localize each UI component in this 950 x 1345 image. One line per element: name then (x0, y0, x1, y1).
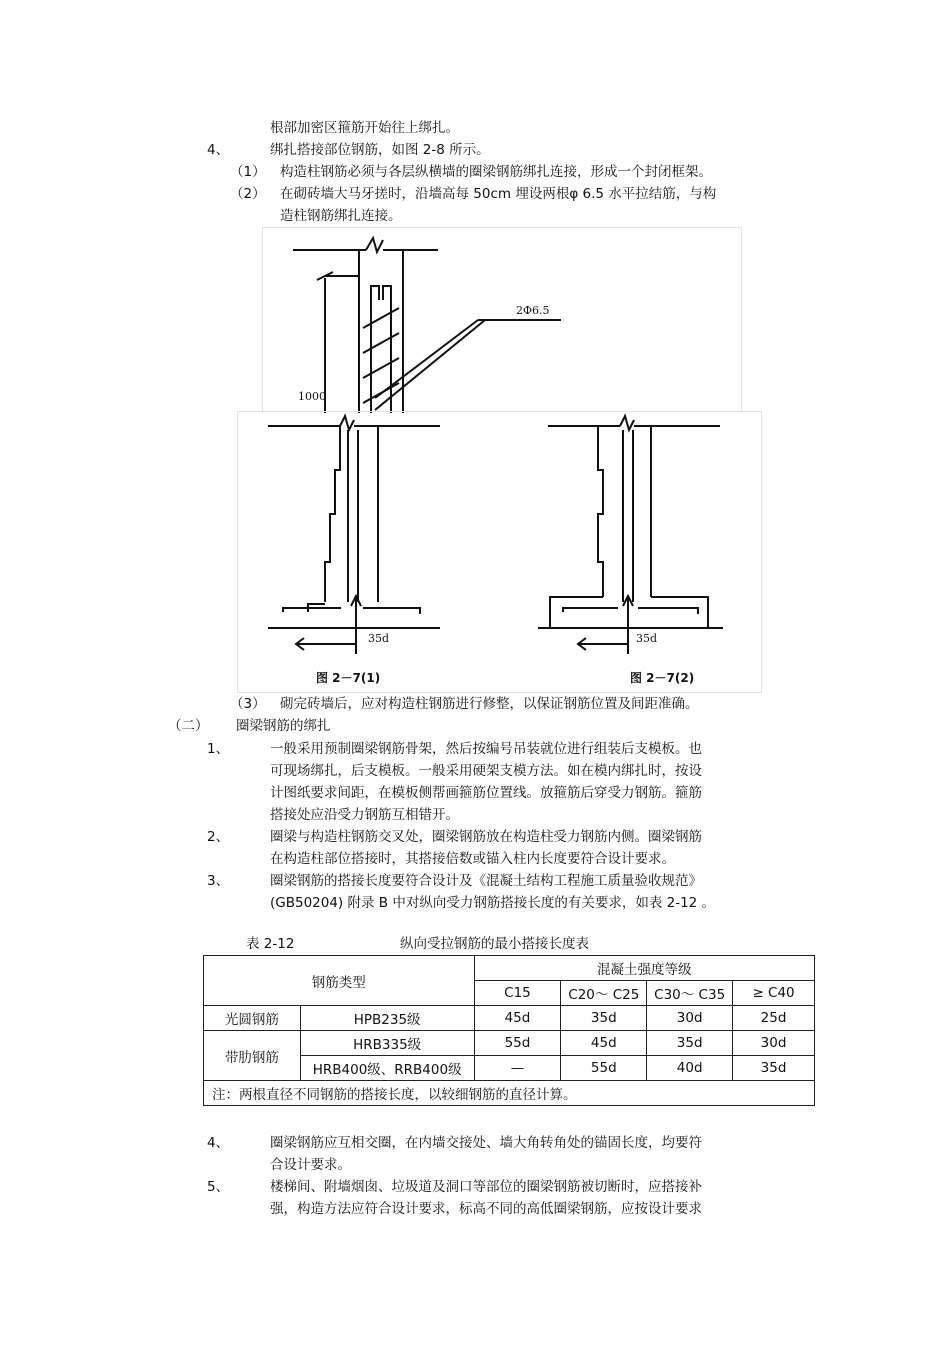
height-label: 1000 (298, 390, 326, 403)
value-cell: 35d (733, 1056, 815, 1081)
rebar-label: 2Φ6.5 (516, 304, 550, 317)
header-concrete-grade: 混凝土强度等级 (474, 956, 814, 981)
text-line: 一般采用预制圈梁钢筋骨架，然后按编号吊装就位进行组装后支模板。也 (270, 741, 702, 757)
text-line: 楼梯间、附墙烟囱、垃圾道及洞口等部位的圈梁钢筋被切断时，应搭接补 (270, 1179, 702, 1195)
text-line: 合设计要求。 (270, 1157, 351, 1173)
text-line: 绑扎搭接部位钢筋，如图 2-8 所示。 (270, 142, 490, 158)
value-cell: 35d (647, 1031, 733, 1056)
grade-cell: ≥ C40 (733, 981, 815, 1006)
text-line: 圈梁与构造柱钢筋交叉处，圈梁钢筋放在构造柱受力钢筋内侧。圈梁钢筋 (270, 829, 702, 845)
text-line: 计图纸要求间距，在模板侧帮画箍筋位置线。放箍筋后穿受力钢筋。箍筋 (270, 785, 702, 801)
dimension-label: 35d (636, 632, 658, 645)
text-line: 构造柱钢筋必须与各层纵横墙的圈梁钢筋绑扎连接，形成一个封闭框架。 (280, 164, 712, 180)
value-cell: 25d (733, 1006, 815, 1031)
text-line: 强，构造方法应符合设计要求，标高不同的高低圈梁钢筋，应按设计要求 (270, 1201, 702, 1217)
text-line: 圈梁钢筋应互相交圈，在内墙交接处、墙大角转角处的锚固长度，均要符 (270, 1135, 702, 1151)
category-cell: 带肋钢筋 (204, 1031, 301, 1081)
section-number: （二） (168, 718, 209, 734)
value-cell: 35d (561, 1006, 647, 1031)
figure-upper (262, 227, 742, 413)
header-rebar-type: 钢筋类型 (204, 956, 475, 1006)
figure-caption: 图 2－7(1) (316, 671, 381, 685)
grade-cell: C30～ C35 (647, 981, 733, 1006)
figure-lower (237, 411, 762, 693)
value-cell: 45d (474, 1006, 561, 1031)
item-number: （2） (230, 186, 266, 202)
item-number: （3） (230, 696, 266, 712)
rebar-tie-drawing (263, 228, 741, 413)
dimension-label: 35d (368, 632, 390, 645)
text-line: 砌完砖墙后，应对构造柱钢筋进行修整，以保证钢筋位置及间距准确。 (280, 696, 699, 712)
grade-cell: C20～ C25 (561, 981, 647, 1006)
category-cell: 光圆钢筋 (204, 1006, 301, 1031)
figure-caption: 图 2－7(2) (630, 671, 695, 685)
text-line: 根部加密区箍筋开始往上绑扎。 (270, 120, 459, 136)
text-line: 在构造柱部位搭接时，其搭接倍数或锚入柱内长度要符合设计要求。 (270, 851, 675, 867)
section-title: 圈梁钢筋的绑扎 (236, 718, 331, 734)
text-line: 可现场绑扎，后支模板。一般采用硬架支模方法。如在模内绑扎时，按设 (270, 763, 702, 779)
rebar-grade-cell: HPB235级 (300, 1006, 474, 1031)
item-number: 3、 (207, 873, 230, 889)
rebar-grade-cell: HRB335级 (300, 1031, 474, 1056)
lap-length-table (203, 955, 815, 1106)
rebar-grade-cell: HRB400级、RRB400级 (300, 1056, 474, 1081)
text-line: 造柱钢筋绑扎连接。 (280, 208, 402, 224)
item-number: 4、 (207, 142, 230, 158)
item-number: 5、 (207, 1179, 230, 1195)
value-cell: 40d (647, 1056, 733, 1081)
item-number: 4、 (207, 1135, 230, 1151)
table-title: 纵向受拉钢筋的最小搭接长度表 (400, 936, 589, 952)
value-cell: 55d (561, 1056, 647, 1081)
item-number: 2、 (207, 829, 230, 845)
value-cell: 30d (733, 1031, 815, 1056)
value-cell: — (474, 1056, 561, 1081)
value-cell: 55d (474, 1031, 561, 1056)
text-line: 在砌砖墙大马牙搓时，沿墙高每 50cm 埋设两根φ 6.5 水平拉结筋，与构 (280, 186, 717, 202)
text-line: (GB50204) 附录 B 中对纵向受力钢筋搭接长度的有关要求，如表 2-12 。 (270, 895, 716, 911)
grade-cell: C15 (474, 981, 561, 1006)
wall-column-drawing (238, 412, 761, 692)
item-number: 1、 (207, 741, 230, 757)
text-line: 圈梁钢筋的搭接长度要符合设计及《混凝土结构工程施工质量验收规范》 (270, 873, 702, 889)
value-cell: 45d (561, 1031, 647, 1056)
value-cell: 30d (647, 1006, 733, 1031)
table-note: 注：两根直径不同钢筋的搭接长度，以较细钢筋的直径计算。 (204, 1081, 815, 1106)
table-label: 表 2-12 (246, 936, 295, 952)
item-number: （1） (230, 164, 266, 180)
text-line: 搭接处应沿受力钢筋互相错开。 (270, 807, 459, 823)
